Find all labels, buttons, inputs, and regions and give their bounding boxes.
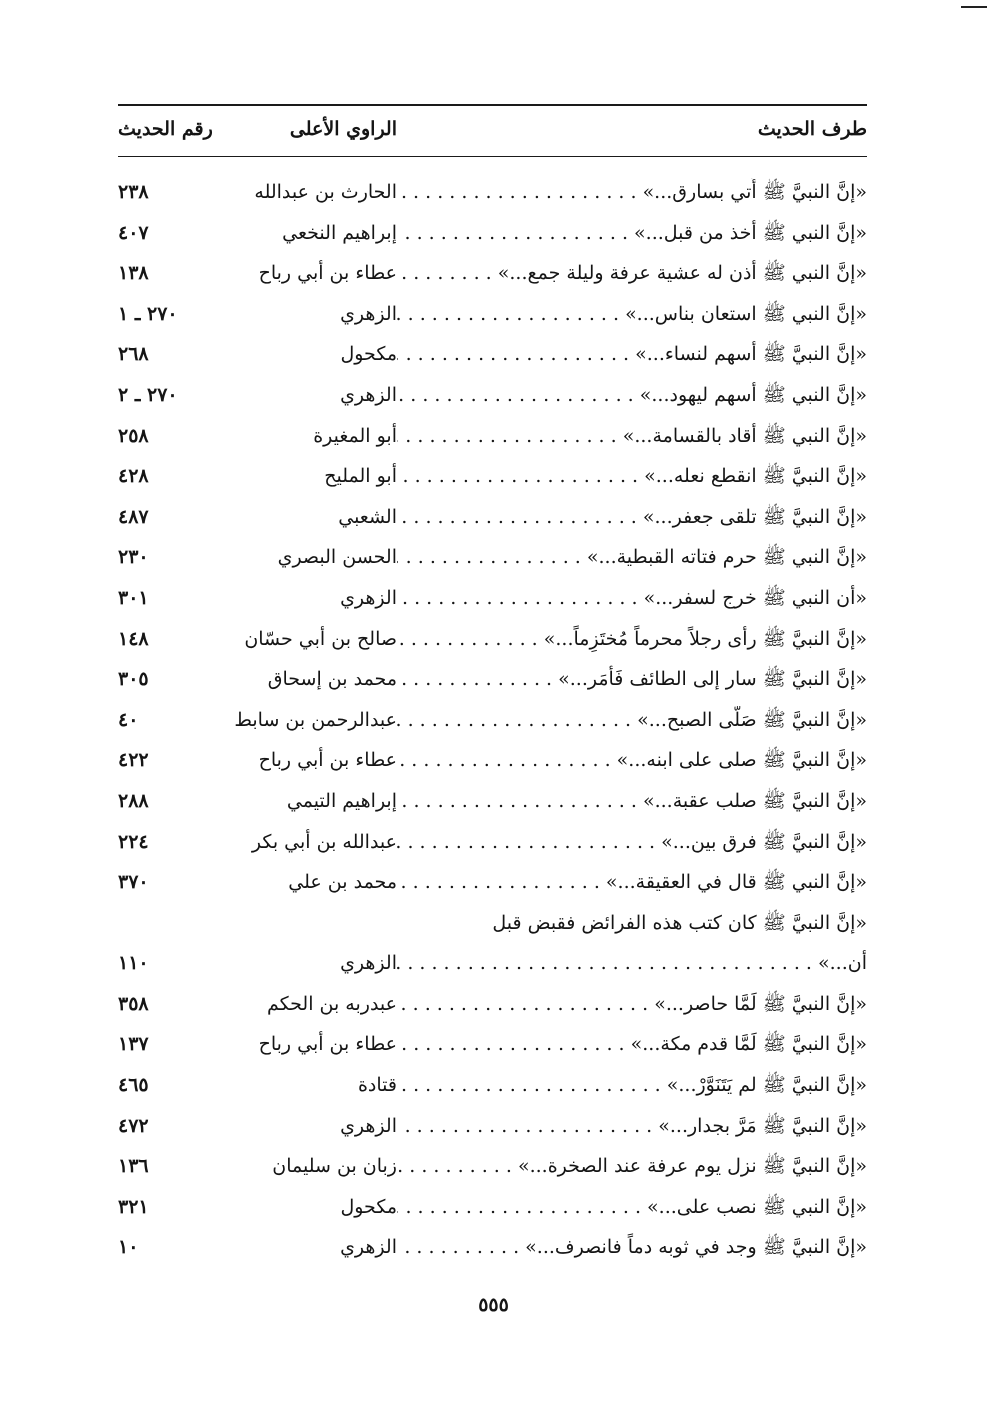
table-row	[118, 742, 867, 783]
narrator-name: عبدربه بن الحكم	[267, 992, 397, 1015]
table-body	[118, 174, 867, 1270]
hadith-number: ٤٢٢	[118, 749, 149, 772]
narrator-name: عطاء بن أبي رباح	[258, 262, 397, 285]
table-row	[118, 661, 867, 702]
hadith-text: «أن النبي ﷺ خرج لسفر...» . . .	[397, 584, 867, 612]
table-row	[118, 1229, 867, 1270]
narrator-name: أبو المليح	[324, 465, 397, 488]
hadith-text: «إنَّ النبيَّ ﷺ صلى على ابنه...» . . .	[397, 746, 867, 774]
hadith-number: ٤٦٥	[118, 1074, 149, 1097]
hadith-text: «إنَّ النبيَّ ﷺ كان كتب هذه الفرائض فقبض قبل	[492, 911, 867, 934]
table-row	[118, 458, 867, 499]
table-row	[118, 499, 867, 540]
hadith-text: «إنَّ النبيَّ ﷺ رأى رجلاً محرماً مُختَزِماً...» . . .	[397, 625, 867, 653]
table-row	[118, 986, 867, 1027]
hadith-number: ٣٠١	[118, 586, 149, 609]
hadith-number: ٤٠	[118, 708, 139, 731]
hadith-text: «إنَّ النبيَّ ﷺ تلقى جعفر...» . . .	[397, 503, 867, 531]
narrator-name: مكحول	[340, 343, 397, 366]
table-row	[118, 215, 867, 256]
hadith-number: ٢٥٨	[118, 424, 149, 447]
narrator-name: قتادة	[357, 1074, 397, 1097]
hadith-index-table	[118, 104, 867, 1270]
narrator-name: عطاء بن أبي رباح	[258, 1033, 397, 1056]
page-number: ٥٥٥	[478, 1294, 509, 1316]
hadith-text: «إنَّ النبيَّ ﷺ وجد في ثوبه دماً فانصرف...» . . .	[397, 1233, 867, 1261]
hadith-text: «إنَّ النبي ﷺ أذن له عشية عرفة وليلة جمع...» . . .	[397, 259, 867, 287]
table-row	[118, 296, 867, 337]
hadith-number: ١٣٨	[118, 262, 149, 285]
narrator-name: محمد بن علي	[288, 871, 397, 894]
narrator-name: مكحول	[340, 1195, 397, 1218]
hadith-number: ٤٠٧	[118, 221, 149, 244]
hadith-number: ٣٥٨	[118, 992, 149, 1015]
narrator-name: الزهري	[340, 383, 397, 406]
hadith-text: «إنَّ النبيَّ ﷺ أسهم لنساء...» . . .	[397, 340, 867, 368]
table-row	[118, 1067, 867, 1108]
hadith-text: «إنَّ النبيَّ ﷺ نزل يوم عرفة عند الصخرة...» . . .	[397, 1152, 867, 1180]
narrator-name: الحسن البصري	[277, 546, 397, 569]
table-row	[118, 377, 867, 418]
hadith-text: «إنَّ النبيَّ ﷺ مَرَّ بجدار...» . . .	[397, 1112, 867, 1140]
hadith-number: ١٣٦	[118, 1155, 149, 1178]
hadith-number: ١٠	[118, 1236, 139, 1259]
table-row	[118, 1148, 867, 1189]
hadith-number: ٣٠٥	[118, 668, 149, 691]
table-row	[118, 824, 867, 865]
hadith-number: ١٣٧	[118, 1033, 149, 1056]
narrator-name: صالح بن أبي حسّان	[244, 627, 397, 650]
hadith-text: «إنَّ النبيَّ ﷺ لم يَتَنَوَّرْ...» . . .	[397, 1071, 867, 1099]
table-row	[118, 580, 867, 621]
table-row	[118, 702, 867, 743]
hadith-number: ٢٣٨	[118, 181, 149, 203]
table-row	[118, 864, 867, 905]
table-row	[118, 1189, 867, 1230]
hadith-text: أن...» . . .	[397, 949, 867, 977]
narrator-name: زبان بن سليمان	[272, 1155, 397, 1178]
hadith-number: ٤٧٢	[118, 1114, 149, 1137]
hadith-text: «إنَّ النبي ﷺ أقاد بالقسامة...» . . .	[397, 422, 867, 450]
hadith-number: ٢٦٨	[118, 343, 149, 366]
narrator-name: الزهري	[340, 1114, 397, 1137]
hadith-text: «إنَّ النبيَّ ﷺ لَمَّا حاصر...» . . .	[397, 990, 867, 1018]
narrator-name: محمد بن إسحاق	[267, 668, 397, 691]
narrator-name: الزهري	[340, 586, 397, 609]
hadith-text: «إنَّ النبيَّ ﷺ أُتي بسارق...» . . .	[397, 178, 867, 206]
hadith-number: ٣٢١	[118, 1195, 149, 1218]
hadith-text: «إنَّ النبي ﷺ قال في العقيقة...» . . .	[397, 868, 867, 896]
table-row	[118, 418, 867, 459]
header-hadith-start: طرف الحديث	[757, 118, 867, 140]
narrator-name: إبراهيم التيمي	[286, 789, 397, 812]
narrator-name: أبو المغيرة	[313, 424, 397, 447]
hadith-number: ١١٠	[118, 952, 149, 975]
table-row	[118, 783, 867, 824]
table-header	[118, 104, 867, 157]
narrator-name: عبدالله بن أبي بكر	[251, 830, 397, 853]
corner-mark	[961, 6, 987, 8]
hadith-text: «إنَّ النبيَّ ﷺ صَلَّى الصبح...» . . .	[397, 706, 867, 734]
hadith-text: «إنَّ النبي ﷺ حرم فتاته القبطية...» . . .	[397, 543, 867, 571]
table-row	[118, 255, 867, 296]
table-row	[118, 1108, 867, 1149]
table-row	[118, 539, 867, 580]
hadith-number: ٤٢٨	[118, 465, 149, 488]
hadith-text: «إنَّ النبي ﷺ نصب على...» . . .	[397, 1193, 867, 1221]
narrator-name: الزهري	[340, 302, 397, 325]
hadith-number: ١٤٨	[118, 627, 149, 650]
hadith-number: ٢٢٤	[118, 830, 149, 853]
narrator-name: إبراهيم النخعي	[282, 221, 397, 244]
narrator-name: الشعبي	[338, 505, 397, 528]
table-row	[118, 336, 867, 377]
hadith-text: «إنَّ النبيَّ ﷺ لَمَّا قدم مكة...» . . .	[397, 1030, 867, 1058]
hadith-number: ٢٧٠ ـ ١	[118, 302, 178, 325]
table-row	[118, 1026, 867, 1067]
hadith-number: ٣٧٠	[118, 871, 149, 894]
hadith-number: ٢٣٠	[118, 546, 149, 569]
hadith-text: «إنَّ النبيَّ ﷺ سار إلى الطائف فَأَمَر...» . . .	[397, 665, 867, 693]
hadith-text: «إنَّ النبيَّ ﷺ فرق بين...» . . .	[397, 828, 867, 856]
table-row	[118, 945, 867, 986]
hadith-text: «إنَّ النبي ﷺ استعان بناس...» . . .	[397, 300, 867, 328]
table-row	[118, 174, 867, 215]
narrator-name: الزهري	[340, 1236, 397, 1259]
hadith-text: «إنَّ النبي ﷺ أسهم ليهود...» . . .	[397, 381, 867, 409]
narrator-name: الزهري	[340, 952, 397, 975]
hadith-number: ٢٧٠ ـ ٢	[118, 383, 178, 406]
table-row	[118, 905, 867, 946]
header-hadith-number: رقم الحديث	[118, 118, 213, 140]
narrator-name: عطاء بن أبي رباح	[258, 749, 397, 772]
header-top-narrator: الراوي الأعلى	[289, 118, 397, 140]
table-row	[118, 621, 867, 662]
narrator-name: الحارث بن عبدالله	[254, 181, 397, 203]
hadith-text: «إنَّ النبيَّ ﷺ صلب عقبة...» . . .	[397, 787, 867, 815]
hadith-number: ٢٨٨	[118, 789, 149, 812]
narrator-name: عبدالرحمن بن سابط	[234, 708, 397, 731]
hadith-text: «إنَّ النبي ﷺ أخذ من قبل...» . . .	[397, 219, 867, 247]
hadith-text: «إنَّ النبيَّ ﷺ انقطع نعله...» . . .	[397, 462, 867, 490]
hadith-number: ٤٨٧	[118, 505, 149, 528]
